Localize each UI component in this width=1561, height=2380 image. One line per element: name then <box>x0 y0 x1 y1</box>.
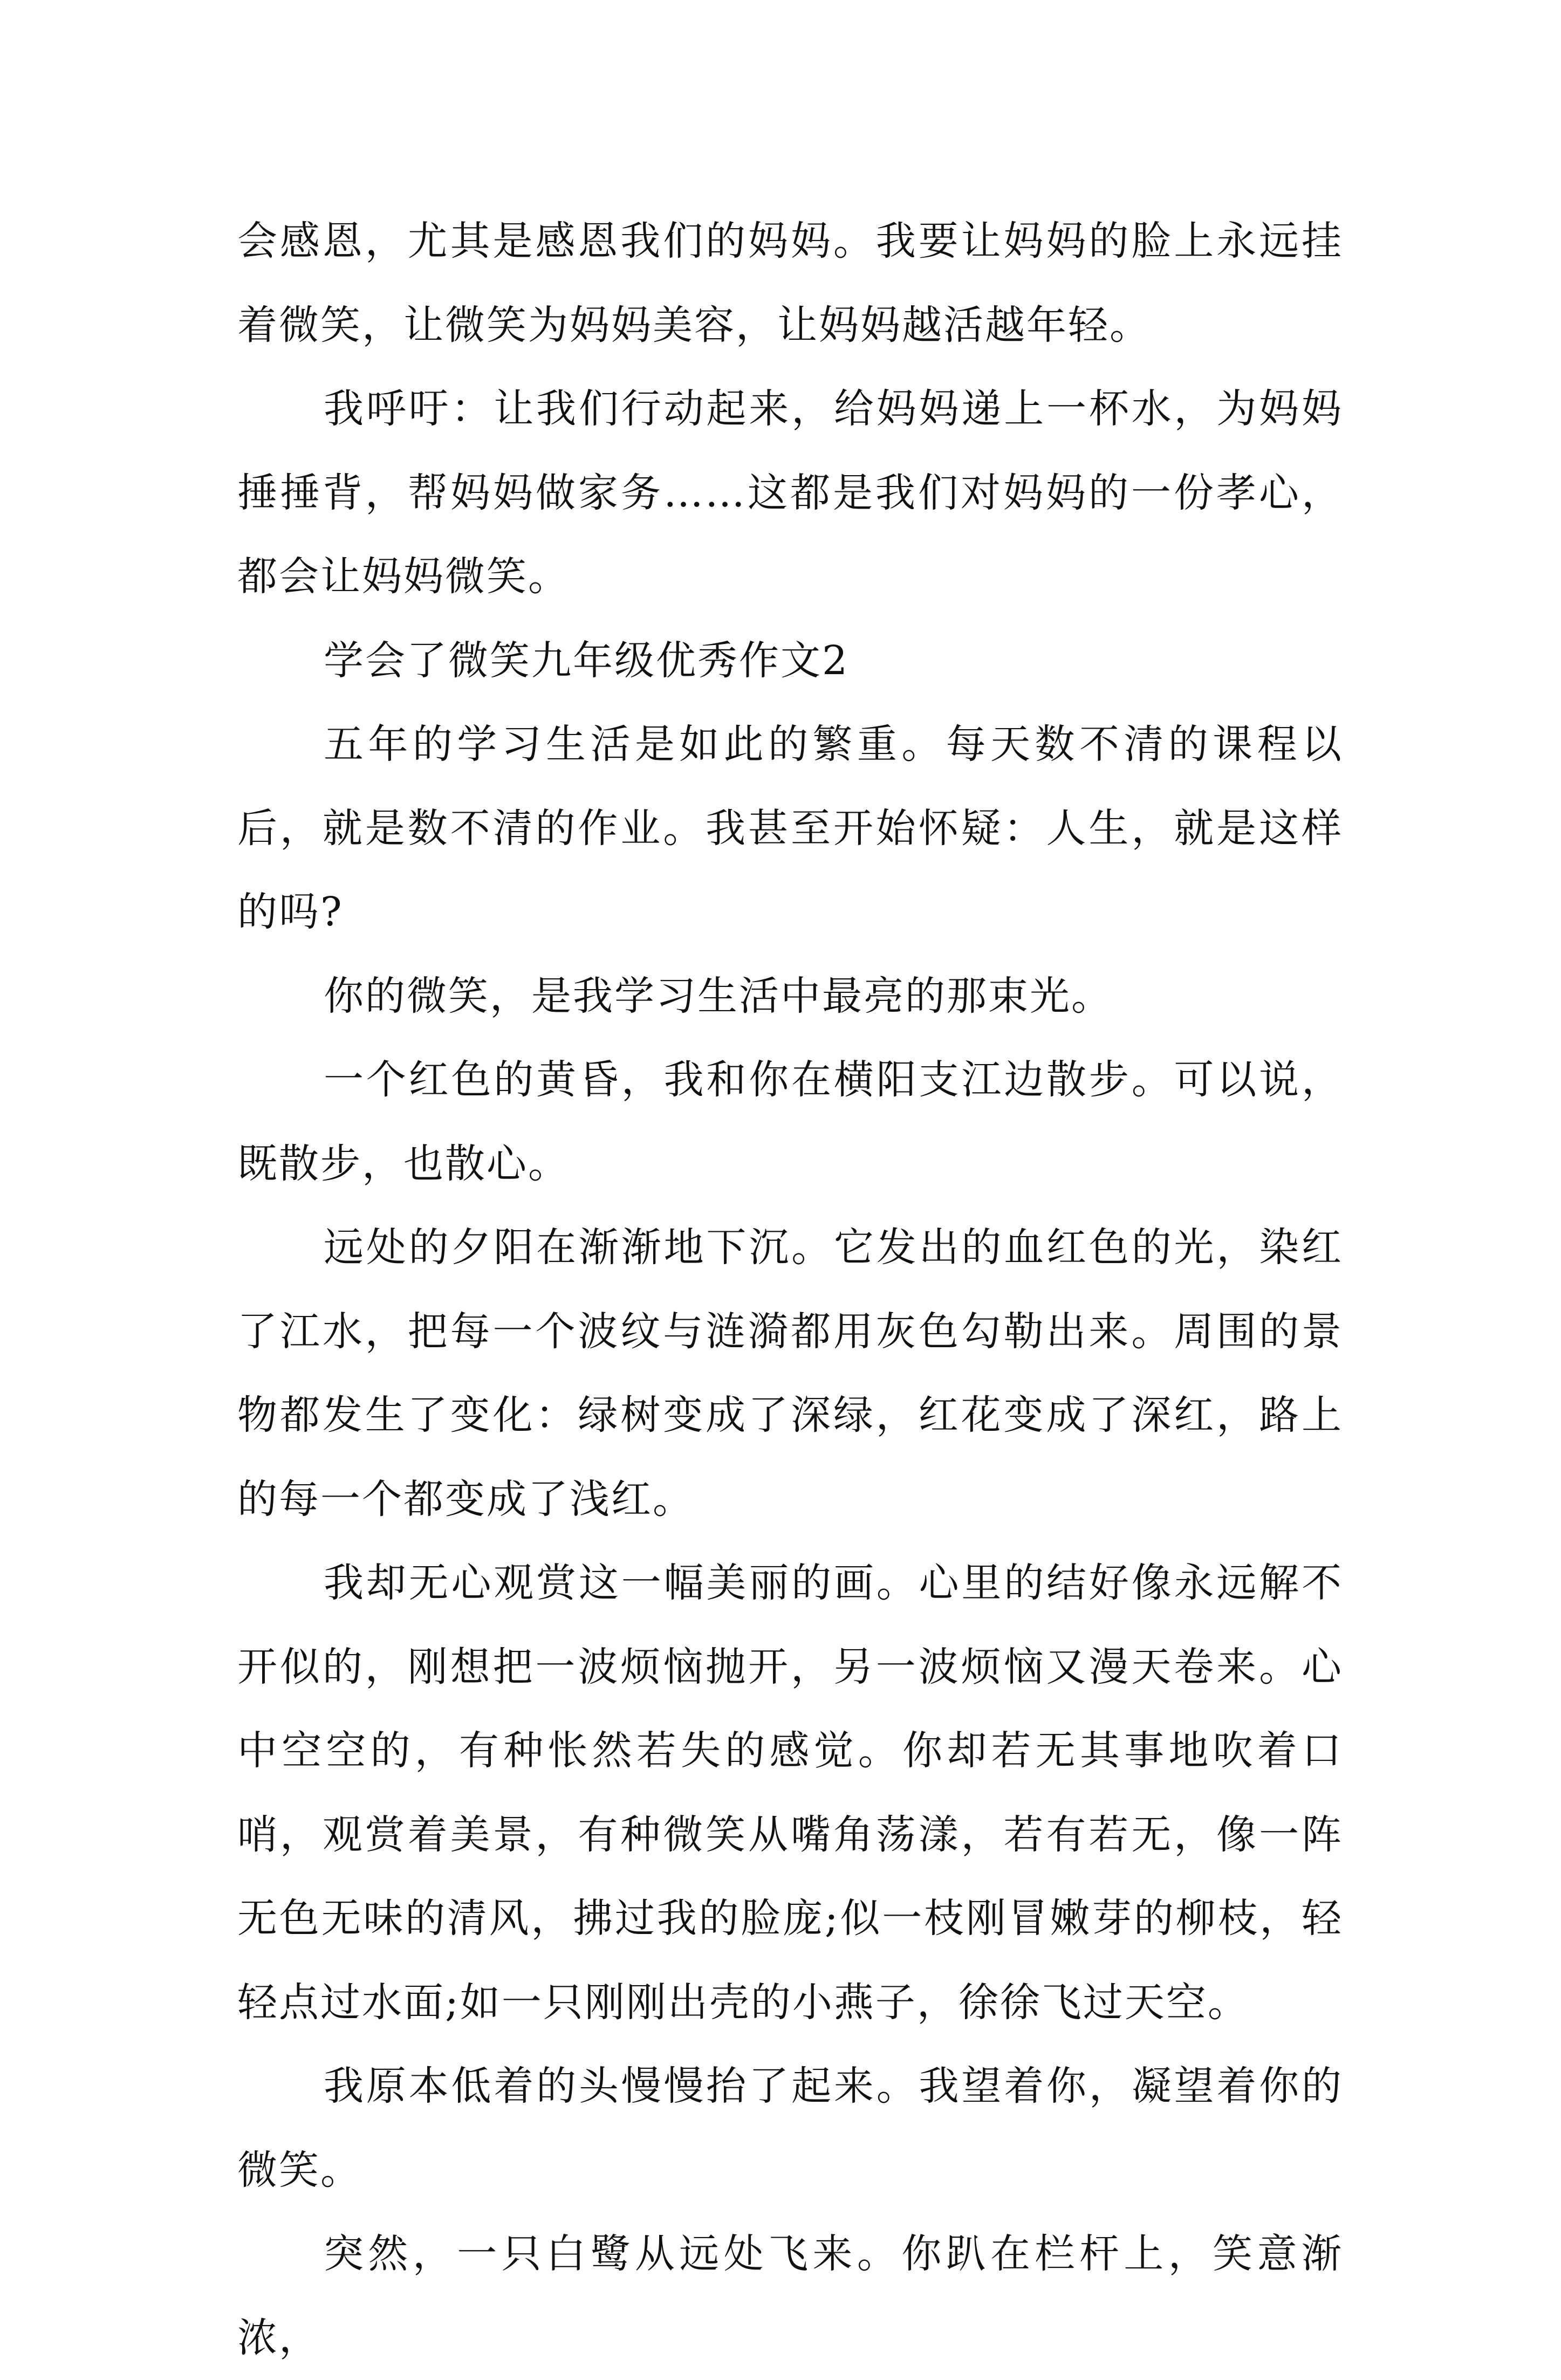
paragraph: 我呼吁：让我们行动起来，给妈妈递上一杯水，为妈妈捶捶背，帮妈妈做家务……这都是我们对妈妈的一份孝心，都会让妈妈微笑。 <box>237 386 1343 600</box>
paragraph: 你的微笑，是我学习生活中最亮的那束光。 <box>324 972 1113 1019</box>
paragraph: 五年的学习生活是如此的繁重。每天数不清的课程以后，就是数不清的作业。我甚至开始怀疑：人生，就是这样的吗? <box>237 721 1343 935</box>
article-body <box>237 200 1343 2380</box>
paragraph: 会感恩，尤其是感恩我们的妈妈。我要让妈妈的脸上永远挂着微笑，让微笑为妈妈美容，让妈妈越活越年轻。 <box>237 218 1343 348</box>
paragraph: 远处的夕阳在渐渐地下沉。它发出的血红色的光，染红了江水，把每一个波纹与涟漪都用灰色勾勒出来。周围的景物都发生了变化：绿树变成了深绿，红花变成了深红，路上的每一个都变成了浅红。 <box>237 1224 1343 1522</box>
article-title: 学会了微笑九年级优秀作文2 <box>324 637 850 684</box>
paragraph: 一个红色的黄昏，我和你在横阳支江边散步。可以说，既散步，也散心。 <box>237 1057 1343 1187</box>
paragraph: 突然，一只白鹭从远处飞来。你趴在栏杆上，笑意渐浓， <box>237 2231 1343 2361</box>
paragraph: 我原本低着的头慢慢抬了起来。我望着你，凝望着你的微笑。 <box>237 2063 1343 2193</box>
paragraph: 我却无心观赏这一幅美丽的画。心里的结好像永远解不开似的，刚想把一波烦恼抛开，另一波烦恼又漫天卷来。心中空空的，有种怅然若失的感觉。你却若无其事地吹着口哨，观赏着美景，有种微笑从嘴角荡漾，若有若无，像一阵无色无味的清风，拂过我的脸庞;似一枝刚冒嫩芽的柳枝，轻轻点过水面;如一只刚刚出壳的小燕子，徐徐飞过天空。 <box>237 1560 1343 2026</box>
